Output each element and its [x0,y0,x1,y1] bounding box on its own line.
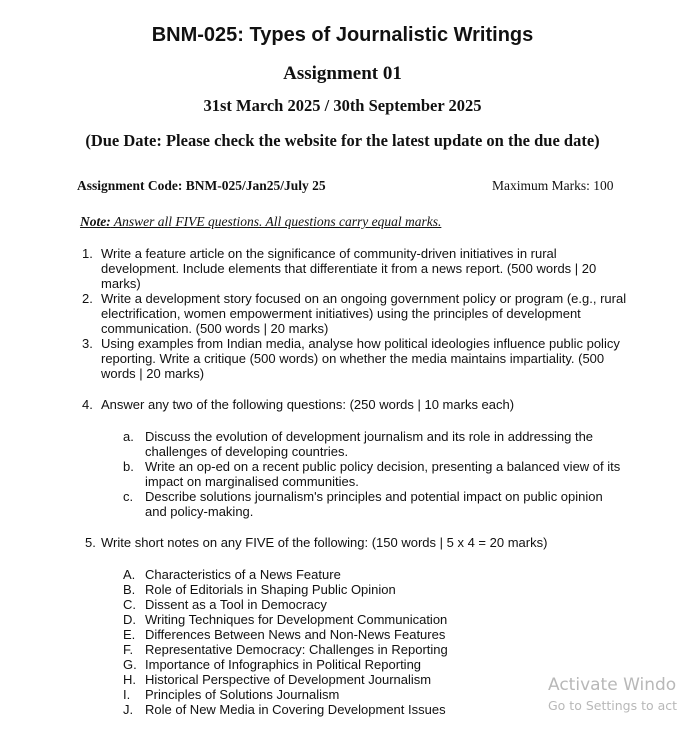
note-text: Answer all FIVE questions. All questions carry equal marks. [110,214,442,229]
item-text-line: Discuss the evolution of development journalism and its role in addressing the [145,429,594,444]
item-text: Differences Between News and Non-News Features [145,627,446,642]
item-text-line: development. Include elements that differentiate it from a news report. (500 words | 20 [101,261,597,276]
item-text: Role of New Media in Covering Development Issues [145,702,446,717]
item-number: B. [123,582,136,597]
assignment-code: Assignment Code: BNM-025/Jan25/July 25 [77,178,326,193]
item-number: G. [123,657,137,672]
watermark-title: Activate Windo [548,675,677,695]
item-text: Representative Democracy: Challenges in Reporting [145,642,448,657]
item-number: D. [123,612,136,627]
watermark-subtitle: Go to Settings to act [548,698,678,713]
assignment-number: Assignment 01 [283,63,402,84]
item-text: Principles of Solutions Journalism [145,687,340,702]
maximum-marks: Maximum Marks: 100 [492,178,614,193]
item-number: J. [123,702,134,717]
item-text: Role of Editorials in Shaping Public Opinion [145,582,396,597]
item-number: C. [123,597,136,612]
item-text-line: challenges of developing countries. [145,444,349,459]
item-text-line: Using examples from Indian media, analyse how political ideologies influence public policy [101,336,620,351]
item-number: 4. [82,397,93,412]
item-number: 1. [82,246,93,261]
item-text-line: marks) [101,276,141,291]
item-text-line: Write an op-ed on a recent public policy decision, presenting a balanced view of its [145,459,621,474]
due-date-note: (Due Date: Please check the website for the latest update on the due date) [85,131,600,150]
item-number: 5. [85,535,96,550]
item-text: Write short notes on any FIVE of the following: (150 words | 5 x 4 = 20 marks) [101,535,548,550]
item-text: Dissent as a Tool in Democracy [145,597,327,612]
item-number: 2. [82,291,93,306]
item-text-line: and policy-making. [145,504,254,519]
item-number: H. [123,672,136,687]
session-dates: 31st March 2025 / 30th September 2025 [203,96,482,115]
item-text-line: reporting. Write a critique (500 words) on whether the media maintains impartiality. (500 [101,351,605,366]
activate-windows-watermark [548,675,677,713]
item-text-line: communication. (500 words | 20 marks) [101,321,329,336]
item-number: F. [123,642,134,657]
item-text-line: impact on marginalised communities. [145,474,359,489]
item-text: Writing Techniques for Development Communication [145,612,448,627]
item-number: c. [123,489,134,504]
item-number: A. [123,567,136,582]
item-text-line: Describe solutions journalism's principles and potential impact on public opinion [145,489,603,504]
item-number: b. [123,459,134,474]
item-text-line: Answer any two of the following questions: (250 words | 10 marks each) [101,397,515,412]
item-text-line: Write a feature article on the significance of community-driven initiatives in rural [101,246,557,261]
item-text: Importance of Infographics in Political Reporting [145,657,422,672]
item-number: a. [123,429,134,444]
note-label: Note: [80,214,111,229]
item-number: I. [123,687,131,702]
document-title: BNM-025: Types of Journalistic Writings [151,24,534,46]
item-number: E. [123,627,136,642]
item-number: 3. [82,336,93,351]
item-text-line: words | 20 marks) [101,366,205,381]
item-text: Characteristics of a News Feature [145,567,341,582]
item-text-line: Write a development story focused on an ongoing government policy or program (e.g., rural [101,291,627,306]
item-text-line: electrification, women empowerment initiatives) using the principles of development [101,306,581,321]
item-text: Historical Perspective of Development Journalism [145,672,432,687]
instructions-note [80,214,441,230]
